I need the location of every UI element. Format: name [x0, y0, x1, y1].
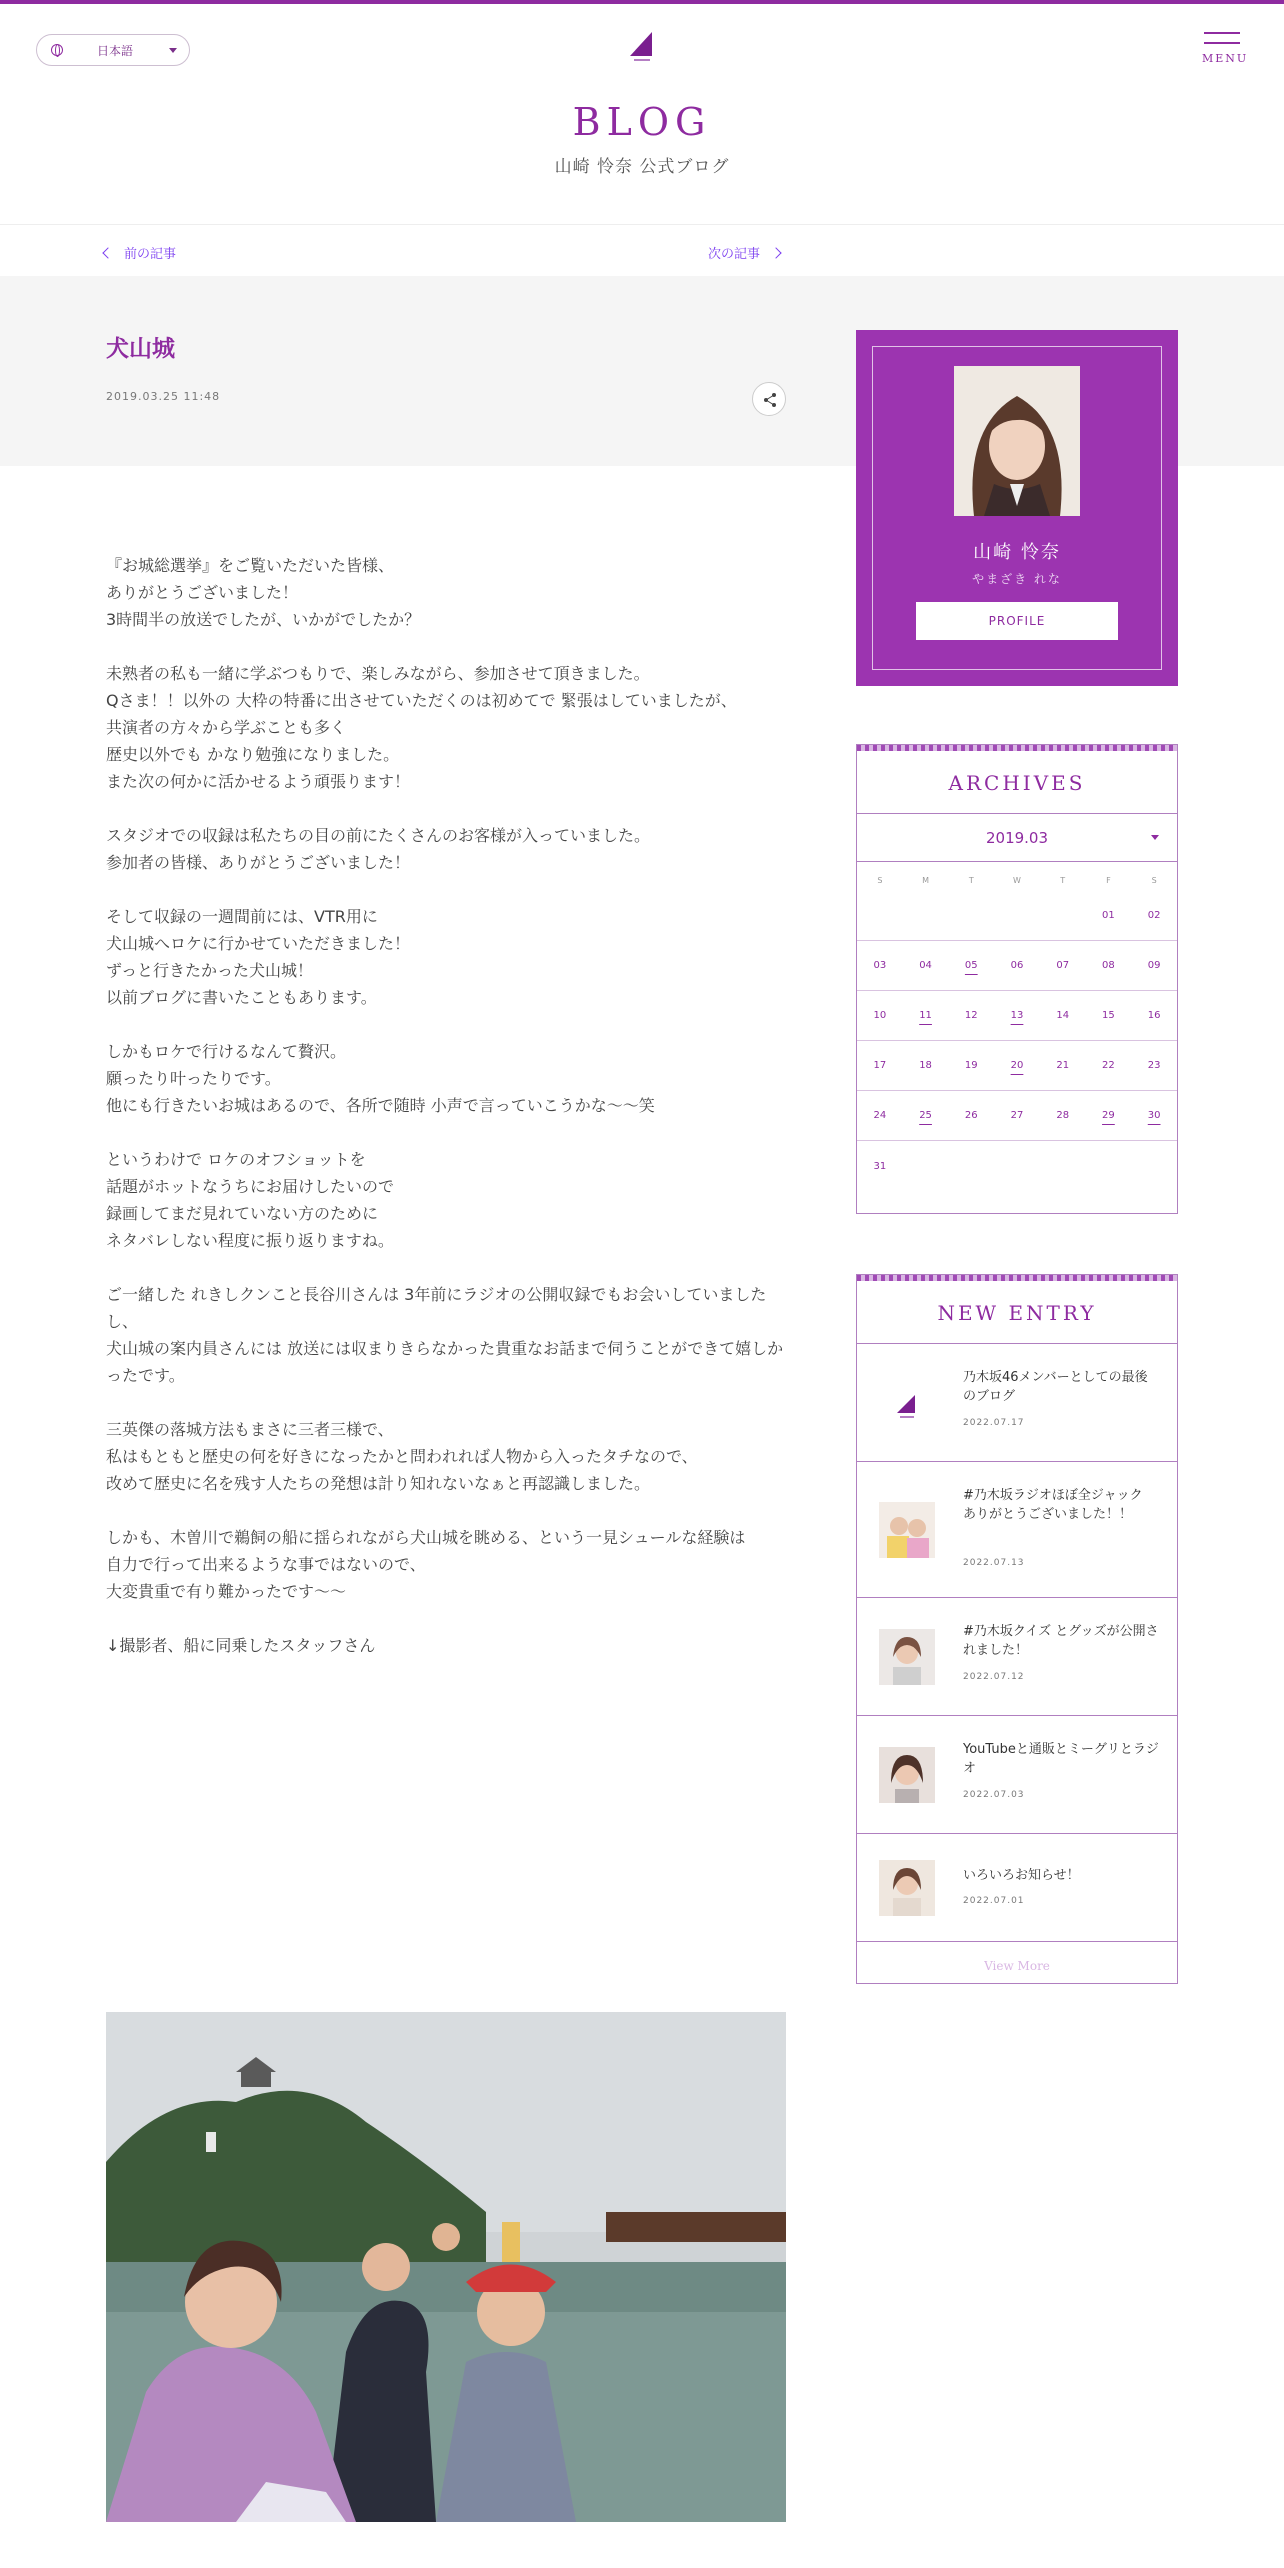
post-paragraph: ご一緒した れきしクンこと長谷川さんは 3年前にラジオの公開収録でもお会いしていましたし、 犬山城の案内員さんには 放送には収まりきらなかった貴重なお話まで伺うことができて嬉しかったです。 — [106, 1285, 784, 1385]
page-title: BLOG — [572, 100, 712, 144]
entry-title: YouTubeと通販とミーグリとラジオ — [963, 1742, 1159, 1776]
calendar-day: 21 — [1040, 1041, 1086, 1091]
entry-thumbnail — [879, 1629, 935, 1685]
weekday-label: S — [1151, 876, 1157, 885]
calendar-day: 01 — [1086, 891, 1132, 941]
post-paragraph: ↓撮影者、船に同乗したスタッフさん — [106, 1636, 376, 1655]
post-paragraph: そして収録の一週間前には、VTR用に 犬山城へロケに行かせていただきました！ ずっと行きたかった犬山城！ 以前ブログに書いたこともあります。 — [106, 907, 411, 1007]
language-selector[interactable] — [36, 34, 190, 66]
post-paragraph: スタジオでの収録は私たちの目の前にたくさんのお客様が入っていました。 参加者の皆様、ありがとうございました！ — [106, 826, 651, 872]
weekday-label: W — [1013, 876, 1021, 885]
top-accent-line — [0, 0, 1284, 4]
calendar-empty-cell — [994, 891, 1040, 941]
calendar-empty-cell — [948, 891, 994, 941]
weekday-label: M — [922, 876, 930, 885]
calendar-day: 23 — [1131, 1041, 1177, 1091]
profile-name: 山崎 怜奈 — [973, 542, 1061, 563]
share-button[interactable] — [752, 382, 786, 416]
language-label: 日本語 — [97, 43, 134, 58]
weekday-label: F — [1106, 876, 1111, 885]
entry-title: 乃木坂46メンバーとしての最後のブログ — [963, 1370, 1148, 1404]
prev-post-label: 前の記事 — [124, 247, 177, 262]
calendar-day[interactable]: 11 — [903, 991, 949, 1041]
menu-bar-icon — [1204, 42, 1240, 44]
calendar-day[interactable]: 29 — [1086, 1091, 1132, 1141]
calendar-day: 24 — [857, 1091, 903, 1141]
share-icon — [753, 383, 787, 417]
entry-item[interactable] — [857, 1462, 1177, 1598]
post-title: 犬山城 — [106, 336, 175, 362]
view-more-link[interactable]: View More — [984, 1959, 1050, 1973]
weekday-label: T — [968, 876, 974, 885]
weekday-label: T — [1060, 876, 1066, 885]
calendar-day: 16 — [1131, 991, 1177, 1041]
calendar-empty-cell — [1040, 891, 1086, 941]
entry-item[interactable] — [857, 1344, 1177, 1462]
calendar-day[interactable]: 25 — [903, 1091, 949, 1141]
menu-button[interactable] — [1202, 32, 1249, 72]
calendar-grid — [857, 891, 1177, 1191]
calendar-day: 18 — [903, 1041, 949, 1091]
calendar-empty-cell — [903, 891, 949, 941]
calendar-day[interactable]: 05 — [948, 941, 994, 991]
chevron-down-icon — [169, 48, 177, 53]
post-photo — [106, 2012, 786, 2522]
post-paragraph: しかも、木曽川で鵜飼の船に揺られながら犬山城を眺める、という一見シュールな経験は 自力で行って出来るような事ではないので、 大変貴重で有り難かったです〜〜 — [106, 1528, 746, 1601]
entry-item[interactable] — [857, 1716, 1177, 1834]
menu-bar-icon — [1204, 32, 1240, 34]
archives-title: ARCHIVES — [857, 751, 1177, 814]
calendar-day: 03 — [857, 941, 903, 991]
entry-title: #乃木坂クイズ とグッズが公開されました！ — [963, 1624, 1159, 1658]
chevron-down-icon — [1151, 835, 1159, 840]
entry-thumbnail — [879, 1747, 935, 1803]
avatar[interactable] — [954, 366, 1080, 516]
post-paragraph: 『お城総選挙』をご覧いただいた皆様、 ありがとうございました！ 3時間半の放送でしたが、いかがでしたか？ — [106, 556, 421, 629]
new-entry-widget — [856, 1274, 1178, 1984]
entry-title: #乃木坂ラジオほぼ全ジャック ありがとうございました！！ — [963, 1488, 1143, 1522]
post-paragraph: しかもロケで行けるなんて贅沢。 願ったり叶ったりです。 他にも行きたいお城はあるので、各所で随時 小声で言っていこうかな〜〜笑 — [106, 1042, 655, 1115]
calendar-day: 12 — [948, 991, 994, 1041]
calendar-day: 17 — [857, 1041, 903, 1091]
post-navigation — [0, 224, 1284, 276]
post-paragraph: 三英傑の落城方法もまさに三者三様で、 私はもともと歴史の何を好きになったかと問われれば人物から入ったタチなので、 改めて歴史に名を残す人たちの発想は計り知れないなぁと再認識しました。 — [106, 1420, 698, 1493]
calendar-day: 10 — [857, 991, 903, 1041]
calendar-day[interactable]: 30 — [1131, 1091, 1177, 1141]
entry-item[interactable] — [857, 1834, 1177, 1942]
next-post-link[interactable] — [708, 243, 780, 262]
weekday-label: S — [877, 876, 883, 885]
calendar-day: 26 — [948, 1091, 994, 1141]
entry-item[interactable] — [857, 1598, 1177, 1716]
calendar-day: 19 — [948, 1041, 994, 1091]
entry-date: 2022.07.13 — [963, 1558, 1025, 1568]
entry-title: いろいろお知らせ！ — [963, 1868, 1080, 1883]
chevron-right-icon — [770, 247, 781, 258]
page-subtitle: 山崎 怜奈 公式ブログ — [554, 157, 730, 177]
entry-thumbnail — [879, 1502, 935, 1558]
profile-kana: やまざき れな — [972, 572, 1062, 586]
month-select-value: 2019.03 — [985, 828, 1049, 847]
calendar-day: 09 — [1131, 941, 1177, 991]
calendar-day: 08 — [1086, 941, 1132, 991]
next-post-label: 次の記事 — [708, 247, 761, 262]
prev-post-link[interactable] — [104, 243, 176, 262]
calendar-empty-cell — [857, 891, 903, 941]
calendar-day: 02 — [1131, 891, 1177, 941]
calendar-day: 31 — [873, 1160, 887, 1172]
calendar-day: 07 — [1040, 941, 1086, 991]
entry-date: 2022.07.12 — [963, 1672, 1025, 1682]
entry-date: 2022.07.03 — [963, 1790, 1025, 1800]
nogizaka-logo[interactable] — [622, 28, 662, 68]
new-entry-title: NEW ENTRY — [857, 1281, 1177, 1344]
calendar-day: 06 — [994, 941, 1040, 991]
chevron-left-icon — [102, 247, 113, 258]
post-date: 2019.03.25 11:48 — [106, 390, 221, 403]
entry-date: 2022.07.01 — [963, 1896, 1025, 1906]
calendar-day: 15 — [1086, 991, 1132, 1041]
calendar-day: 14 — [1040, 991, 1086, 1041]
calendar-day: 22 — [1086, 1041, 1132, 1091]
post-paragraph: 未熟者の私も一緒に学ぶつもりで、楽しみながら、参加させて頂きました。 Qさま！！以外の 大枠の特番に出させていただくのは初めてで 緊張はしていましたが、 共演者の方々から学ぶことも多く 歴史以外でも かなり勉強になりました。 また次の何かに活かせるよう頑張ります！ — [106, 664, 737, 791]
archives-widget — [856, 744, 1178, 1214]
menu-label: MENU — [1202, 52, 1249, 65]
calendar-day: 28 — [1040, 1091, 1086, 1141]
profile-button[interactable]: PROFILE — [916, 602, 1118, 640]
calendar-day[interactable]: 13 — [994, 991, 1040, 1041]
month-select[interactable] — [857, 814, 1177, 862]
globe-icon — [51, 44, 63, 56]
calendar-day: 27 — [994, 1091, 1040, 1141]
profile-card — [856, 330, 1178, 686]
entry-thumbnail — [879, 1860, 935, 1916]
calendar-day: 04 — [903, 941, 949, 991]
post-body — [106, 552, 790, 1686]
entry-thumbnail — [879, 1375, 935, 1431]
calendar-day[interactable]: 20 — [994, 1041, 1040, 1091]
post-paragraph: というわけで ロケのオフショットを 話題がホットなうちにお届けしたいので 録画してまだ見れていない方のために ネタバレしない程度に振り返りますね。 — [106, 1150, 395, 1250]
calendar-weekdays — [857, 862, 1177, 891]
entry-date: 2022.07.17 — [963, 1418, 1025, 1428]
